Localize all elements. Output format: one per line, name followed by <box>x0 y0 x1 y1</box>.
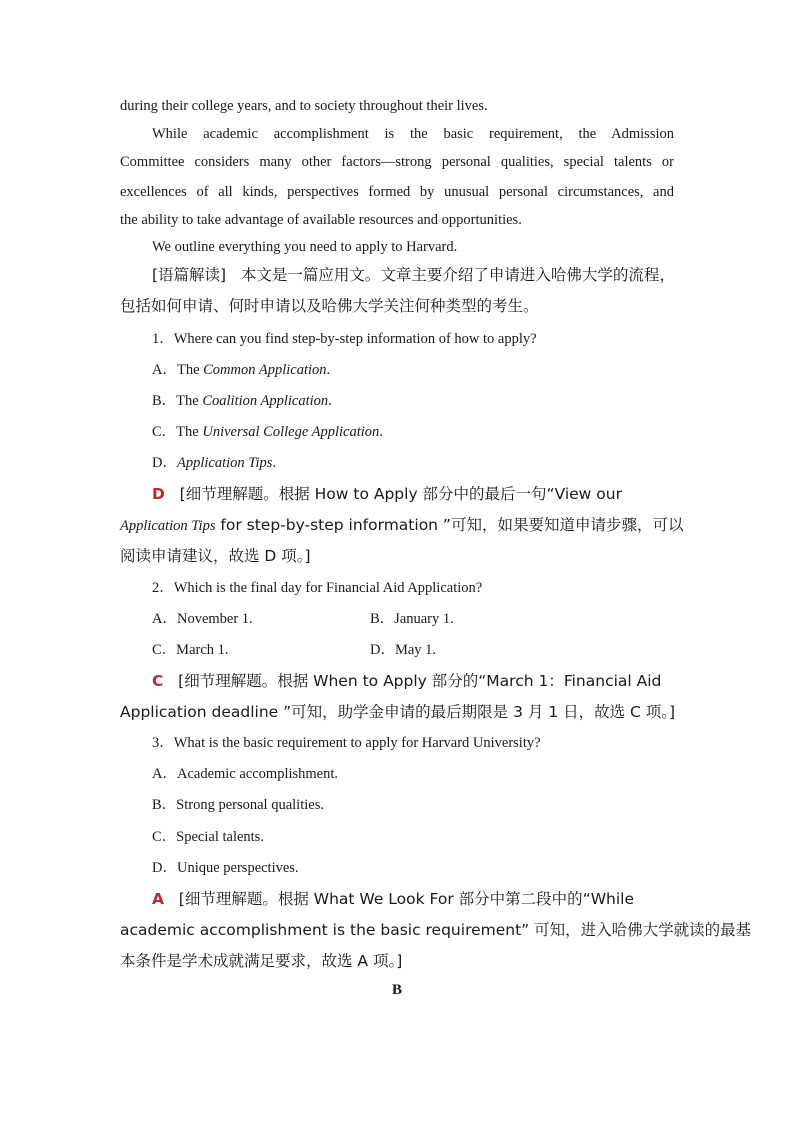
option-c: C．Special talents. <box>152 829 264 845</box>
analysis-label: [语篇解读] <box>152 266 227 284</box>
option-d: D．Application Tips. <box>152 455 277 471</box>
option-d: D．Unique perspectives. <box>152 860 299 876</box>
option-c: C．March 1. <box>152 642 229 658</box>
explanation-line: academic accomplishment is the basic requirement” 可知，进入哈佛大学就读的最基 <box>120 921 752 939</box>
option-a: A．The Common Application. <box>152 362 331 378</box>
analysis-line: 包括如何申请、何时申请以及哈佛大学关注何种类型的考生。 <box>120 297 539 315</box>
answer-letter: C <box>152 672 164 690</box>
option-a: A．November 1. <box>152 611 253 627</box>
option-b: B．The Coalition Application. <box>152 393 332 409</box>
option-c: C．The Universal College Application. <box>152 424 383 440</box>
analysis-text: 本文是一篇应用文。文章主要介绍了申请进入哈佛大学的流程， <box>240 266 675 284</box>
passage-line: Committee considers many other factors—strong personal qualities, special talents or <box>120 154 674 170</box>
option-a: A．Academic accomplishment. <box>152 766 339 782</box>
analysis-line <box>152 265 674 285</box>
passage-line: during their college years, and to society throughout their lives. <box>120 98 488 114</box>
passage-line: excellences of all kinds, perspectives formed by unusual personal circumstances, and <box>120 184 674 200</box>
explanation-line: Application Tips for step-by-step information ”可知，如果要知道申请步骤，可以 <box>120 516 684 534</box>
option-b: B．January 1. <box>370 611 454 627</box>
question-stem: 1．Where can you find step-by-step information of how to apply? <box>152 331 537 347</box>
passage-line: While academic accomplishment is the basic requirement, the Admission <box>152 126 674 142</box>
explanation-line: 本条件是学术成就满足要求，故选 A 项。] <box>120 952 403 970</box>
answer-letter: D <box>152 485 165 503</box>
explanation-line: A [细节理解题。根据 What We Look For 部分中第二段中的“While <box>152 890 634 908</box>
explanation-line: C [细节理解题。根据 When to Apply 部分的“March 1：Financial Aid <box>152 672 662 690</box>
section-footer-letter: B <box>391 982 402 998</box>
passage-line: the ability to take advantage of available resources and opportunities. <box>120 212 522 228</box>
question-stem: 3．What is the basic requirement to apply for Harvard University? <box>152 735 541 751</box>
option-d: D．May 1. <box>370 642 437 658</box>
explanation-line: Application deadline ”可知，助学金申请的最后期限是 3 月 1 日，故选 C 项。] <box>120 703 676 721</box>
passage-line: We outline everything you need to apply to Harvard. <box>152 239 458 255</box>
option-b: B．Strong personal qualities. <box>152 797 324 813</box>
explanation-line: D [细节理解题。根据 How to Apply 部分中的最后一句“View our <box>152 485 622 503</box>
question-stem: 2．Which is the final day for Financial Aid Application? <box>152 580 483 596</box>
explanation-line: 阅读申请建议，故选 D 项。] <box>120 547 311 565</box>
answer-letter: A <box>152 890 164 908</box>
